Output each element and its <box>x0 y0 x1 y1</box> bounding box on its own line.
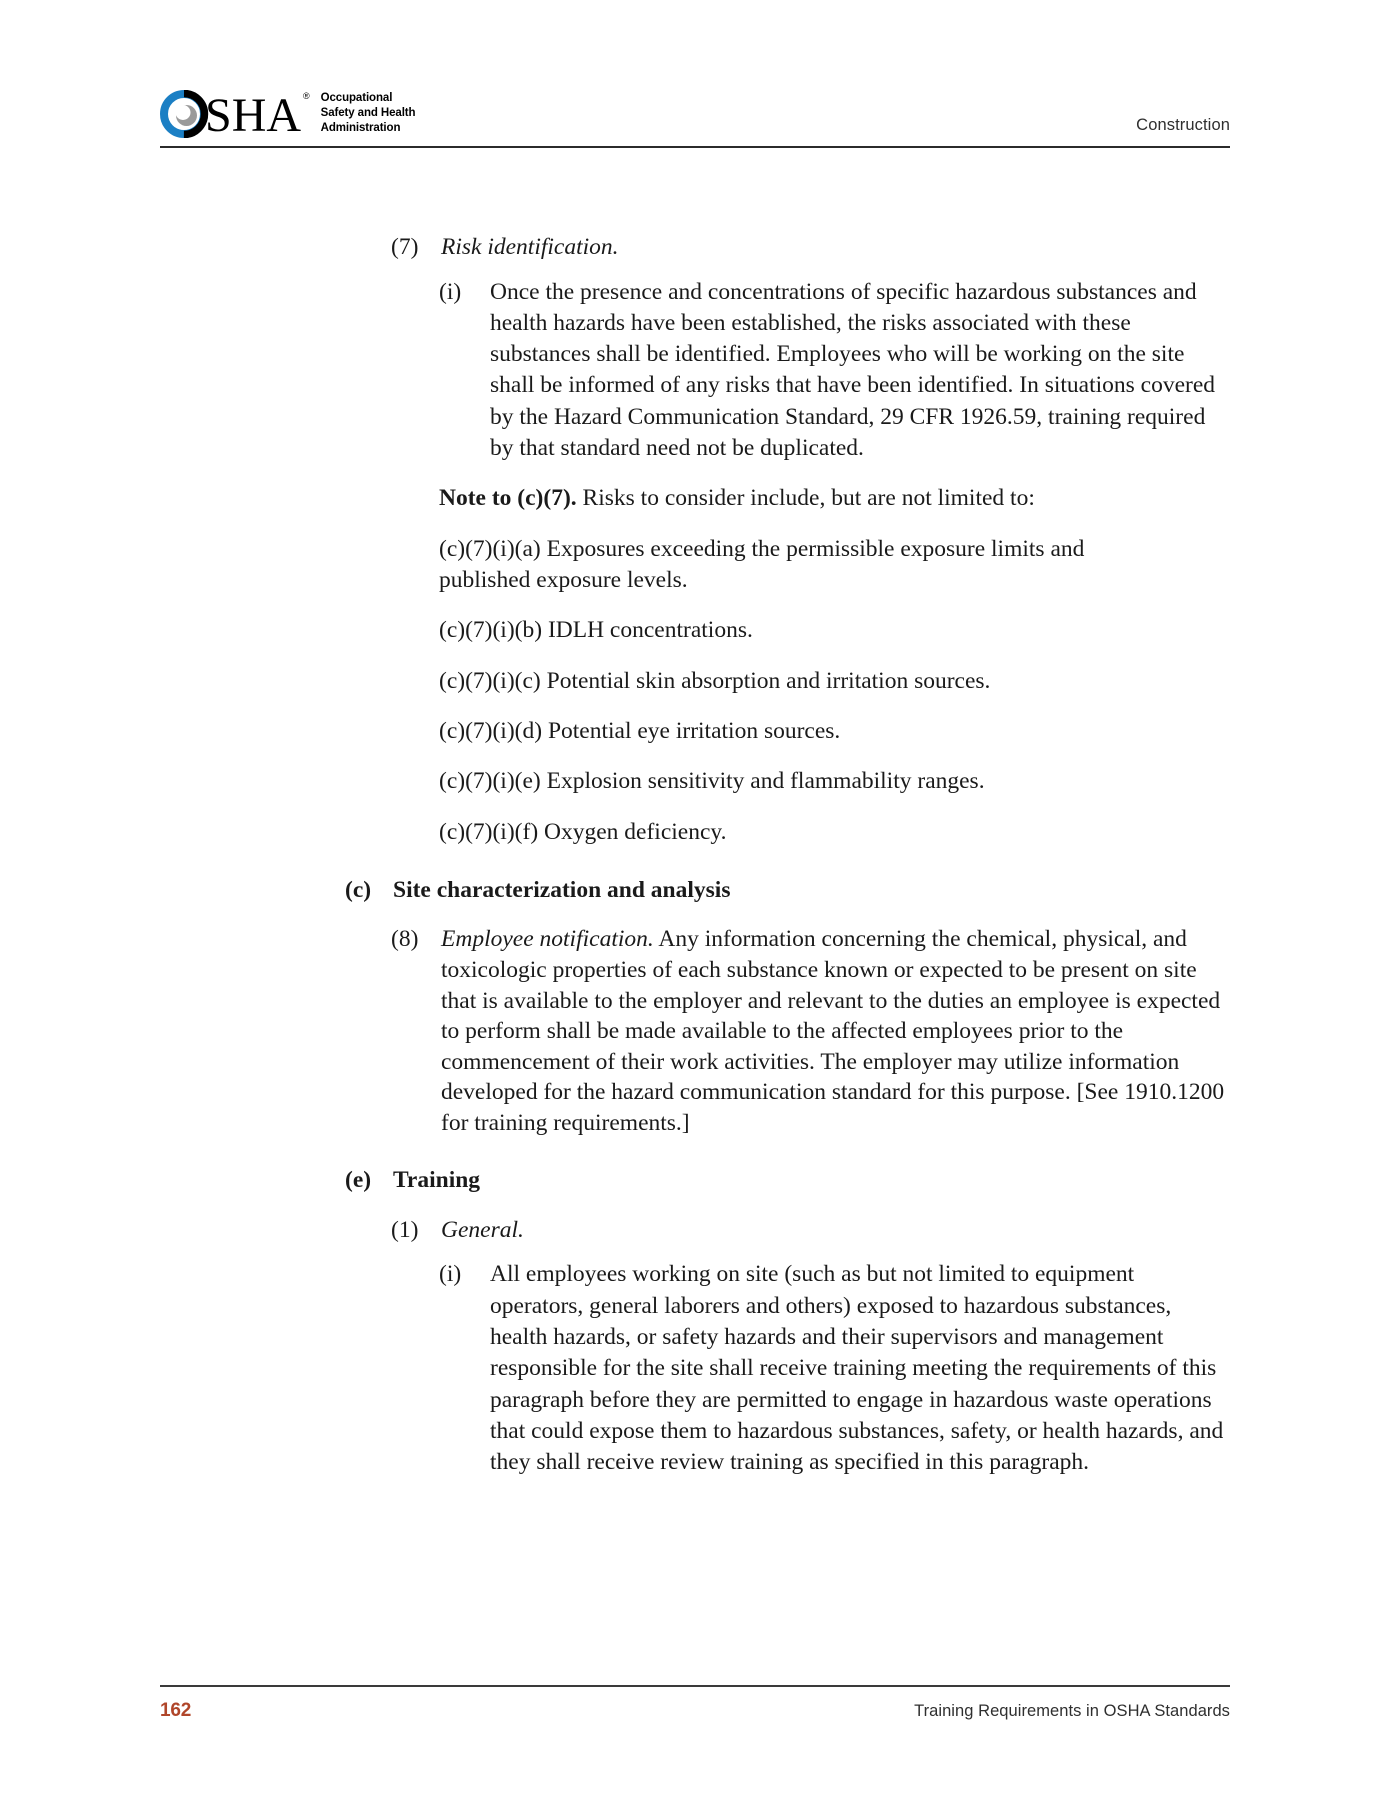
note-to-c7-label: Note to (c)(7). <box>439 485 577 512</box>
list-item-8-text: Any information concerning the chemical, physical, and toxicologic properties of each substance known or expected to be present on site that is available to the employer and relevant to the duties an employee is expected to perform shall be made available to the affected employees prior to the commencement of their work activities. The employer may utilize information developed for the hazard communication standard for this purpose. [See 1910.1200 for training requirements.] <box>441 926 1225 1136</box>
list-item-7-i <box>439 277 1230 465</box>
registered-trademark-icon: ® <box>303 91 310 101</box>
sub-item-a: (c)(7)(i)(a) Exposures exceeding the permissible exposure limits and published exposure levels. <box>439 535 1085 594</box>
sub-item-e: (c)(7)(i)(e) Explosion sensitivity and flammability ranges. <box>439 768 985 795</box>
page-content <box>160 232 1230 1479</box>
page-number: 162 <box>160 1700 192 1721</box>
list-marker-8: (8) <box>391 926 419 953</box>
section-marker-e: (e) <box>345 1167 372 1194</box>
sub-item-d: (c)(7)(i)(d) Potential eye irritation sources. <box>439 717 841 744</box>
list-marker-7: (7) <box>391 234 419 260</box>
list-marker-1-i: (i) <box>439 1261 462 1288</box>
list-item-8-title: Employee notification. <box>441 926 654 953</box>
header-section-label: Construction <box>1136 116 1230 134</box>
list-item-7-i-text: Once the presence and concentrations of specific hazardous substances and health hazards have been established, the risks associated with these substances shall be identified. Employees who will be working on the site shall be informed of any risks that have been identified. In situations covered by the Hazard Communication Standard, 29 CFR 1926.59, training required by that standard need not be duplicated. <box>490 278 1216 462</box>
sub-item-c: (c)(7)(i)(c) Potential skin absorption and irritation sources. <box>439 667 991 694</box>
note-to-c7 <box>439 483 1153 514</box>
section-marker-c: (c) <box>345 876 372 903</box>
list-item-8-body <box>441 924 1230 1138</box>
note-to-c7-text: Risks to consider include, but are not limited to: <box>582 485 1035 512</box>
list-item-1-title: General. <box>441 1216 524 1243</box>
list-marker-7-i: (i) <box>439 278 462 305</box>
section-title-c: Site characterization and analysis <box>393 876 731 903</box>
osha-logo <box>160 90 310 138</box>
footer-title: Training Requirements in OSHA Standards <box>914 1701 1230 1720</box>
page-header <box>160 70 1230 148</box>
agency-line-2: Safety and Health <box>320 106 416 119</box>
list-marker-1: (1) <box>391 1216 419 1243</box>
section-heading-c <box>345 875 1230 906</box>
osha-wordmark-icon <box>160 90 302 138</box>
section-heading-e <box>345 1165 1230 1196</box>
osha-brand <box>160 90 415 138</box>
sub-item-b: (c)(7)(i)(b) IDLH concentrations. <box>439 617 753 644</box>
sub-item-f: (c)(7)(i)(f) Oxygen deficiency. <box>439 818 727 845</box>
agency-line-1: Occupational <box>320 91 393 104</box>
list-item-1-i-text: All employees working on site (such as but not limited to equipment operators, general laborers and others) exposed to hazardous substances, health hazards, or safety hazards and their supervisors and management responsible for the site shall receive training meeting the requirements of this paragraph before they are permitted to engage in hazardous waste operations that could expose them to hazardous substances, safety, or health hazards, and they shall receive review training as specified in this paragraph. <box>490 1261 1224 1476</box>
svg-text:SHA: SHA <box>205 90 302 138</box>
list-item-7 <box>391 232 1230 263</box>
section-title-e: Training <box>393 1167 481 1194</box>
list-item-7-title: Risk identification. <box>441 234 619 260</box>
page-footer <box>160 1685 1230 1722</box>
list-item-1 <box>391 1215 1230 1246</box>
agency-line-3: Administration <box>320 122 401 135</box>
list-item-1-i <box>439 1259 1230 1478</box>
agency-name <box>321 91 416 138</box>
list-item-8 <box>391 924 1230 1138</box>
